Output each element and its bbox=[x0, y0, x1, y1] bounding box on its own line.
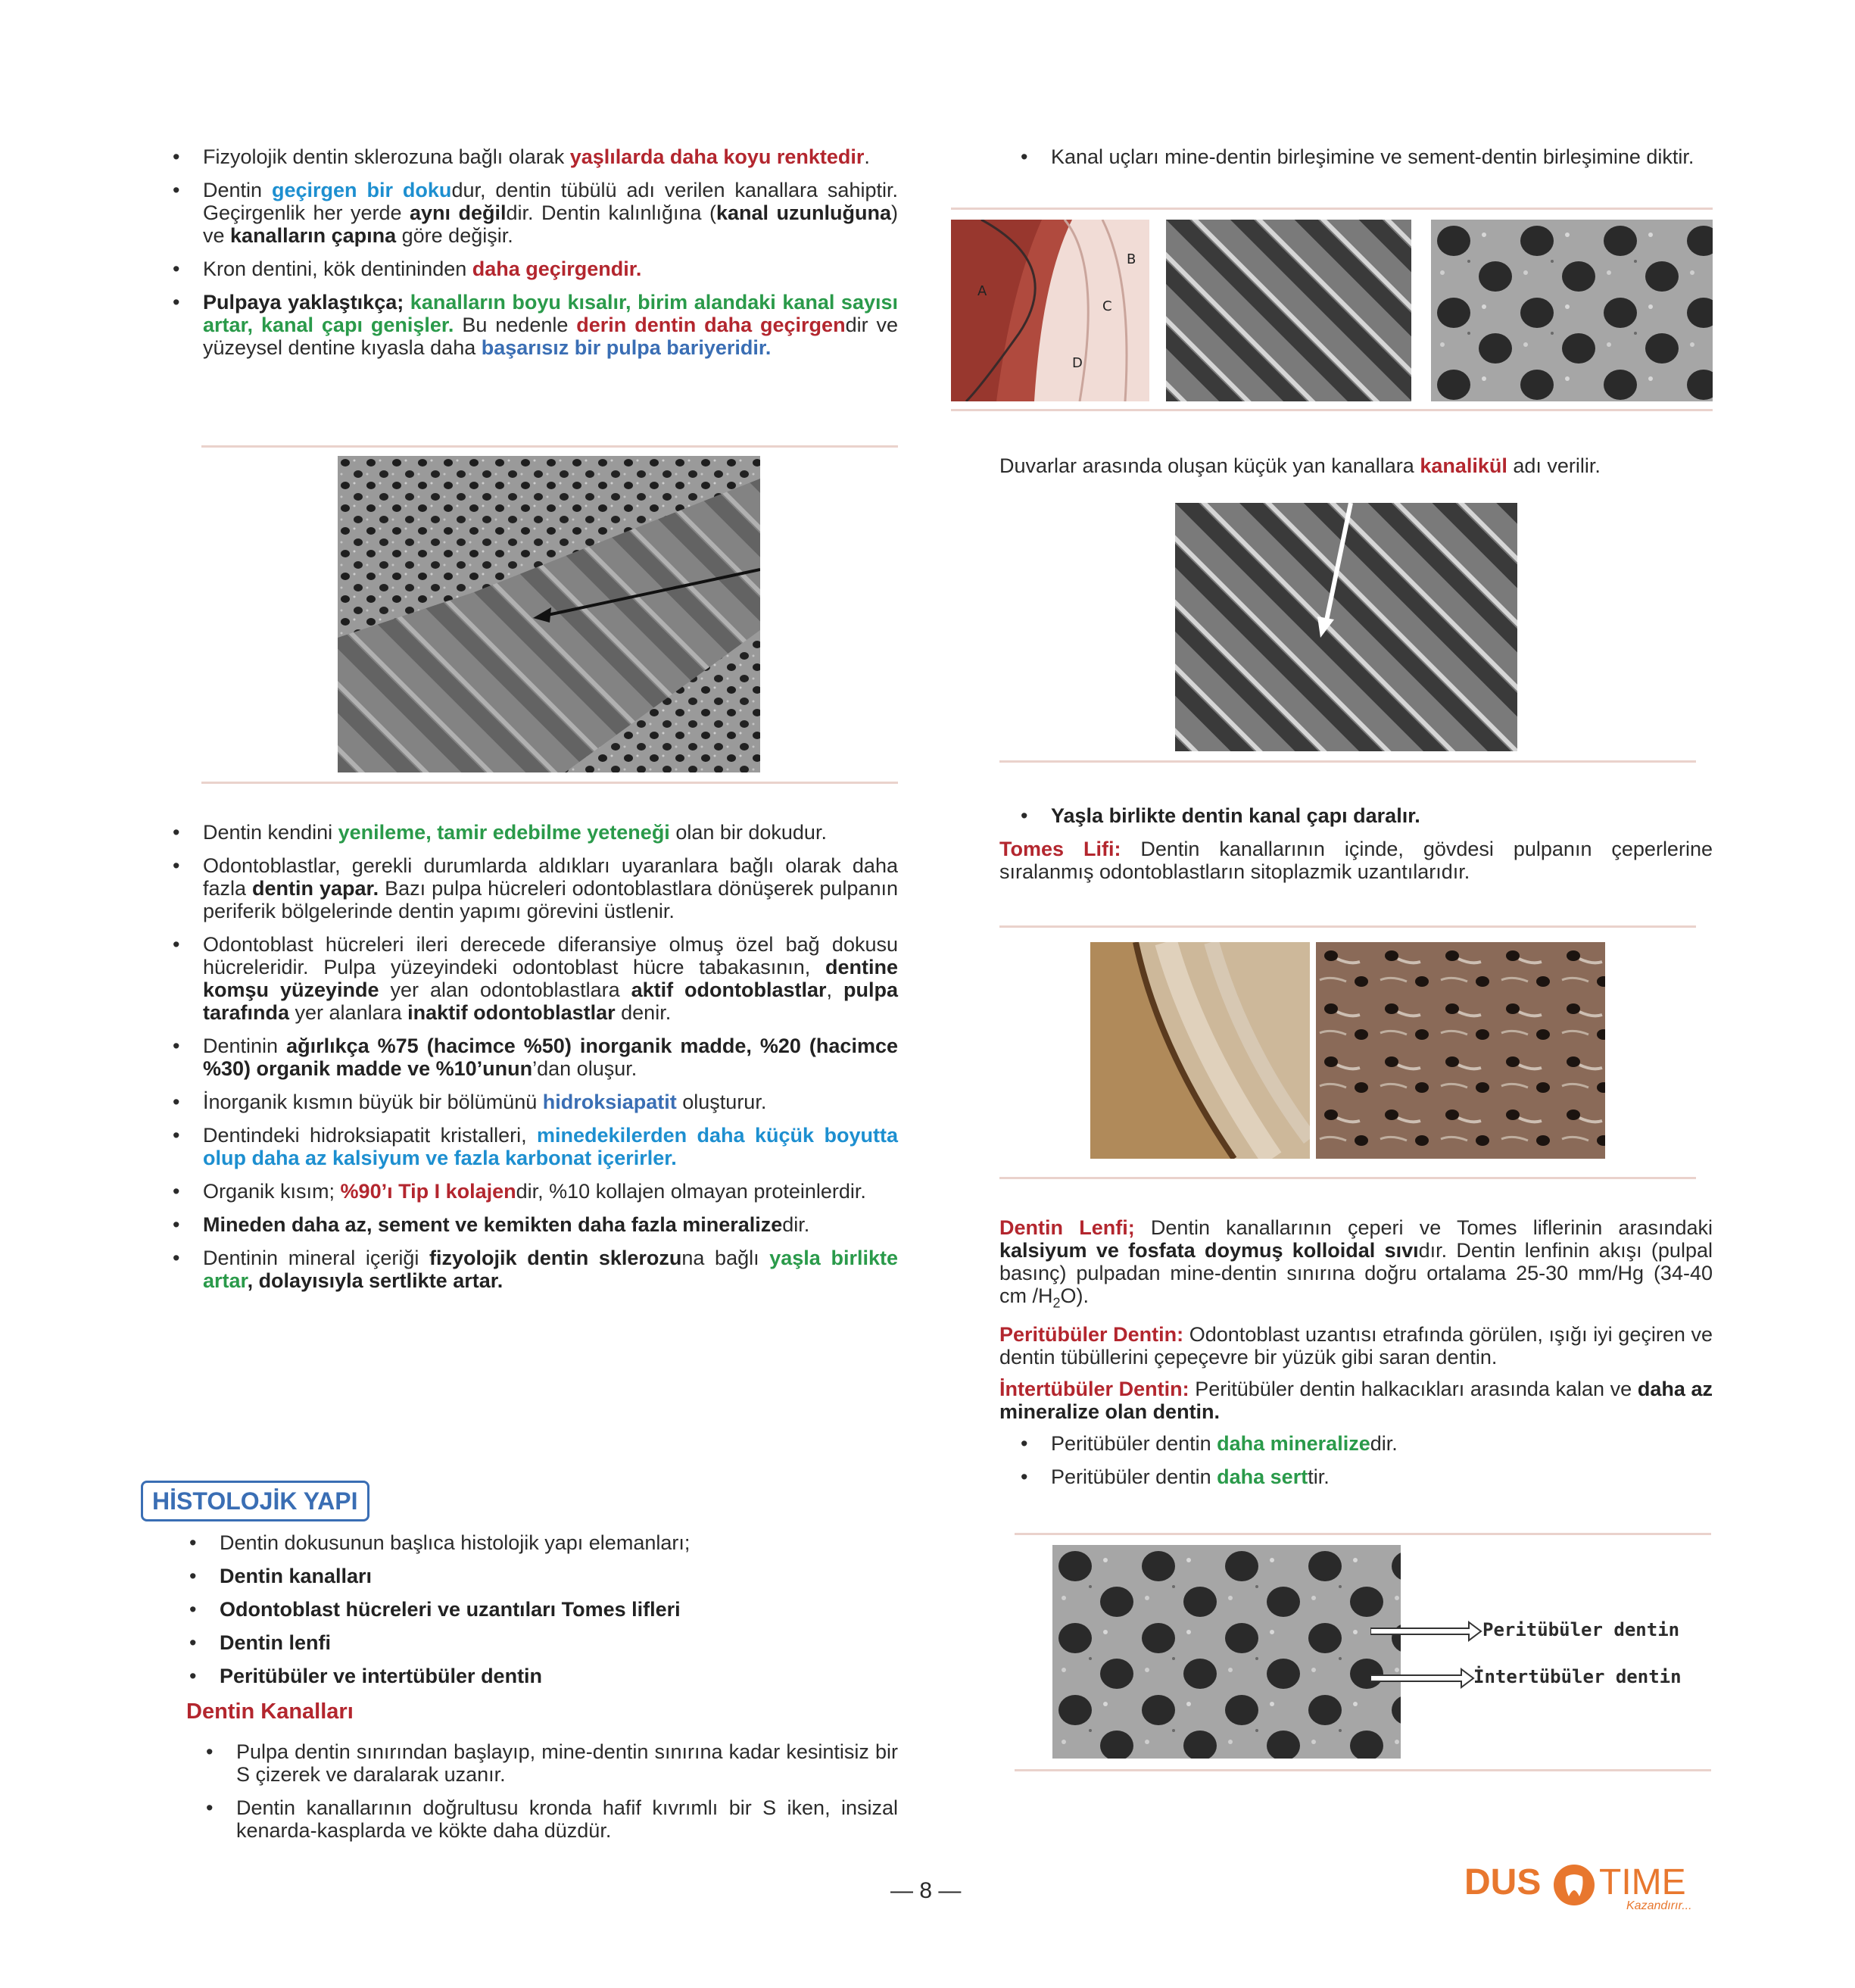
kanal-list bbox=[204, 1740, 898, 1852]
figure-label-c: C bbox=[1102, 298, 1112, 314]
list-item: • Fizyolojik dentin sklerozuna bağlı olarak yaşlılarda daha koyu renktedir. bbox=[171, 145, 898, 168]
sem-tubules-figure bbox=[338, 456, 760, 772]
list-item: • Pulpa dentin sınırından başlayıp, mine-dentin sınırına kadar kesintisiz bir S çizerek ve daralarak uzanır. bbox=[204, 1740, 898, 1786]
list-item: • Odontoblastlar, gerekli durumlarda aldıkları uyaranlara bağlı olarak daha fazla dentin yapar. Bazı pulpa hücreleri odontoblastlara dönüşerek pulpanın periferik bölgelerinde dentin yapımı görevini üstlenir. bbox=[171, 854, 898, 922]
list-item: • Kron dentini, kök dentininden daha geçirgendir. bbox=[171, 257, 898, 280]
divider bbox=[999, 760, 1696, 763]
peritubuler-figure bbox=[1052, 1545, 1401, 1759]
dentin-lenfi-definition: Dentin Lenfi; Dentin kanallarının çeperi ve Tomes liflerinin arasındaki kalsiyum ve fosfata doymuş kolloidal sıvıdır. Dentin lenfinin akışı (pulpal basınç) pulpadan mine-dentin sınırına doğru ortalama 25-30 mm/Hg (34-40 cm $/H_2O$). bbox=[999, 1216, 1713, 1311]
list-item: • Peritübüler dentin daha mineralizedir. bbox=[1019, 1432, 1713, 1455]
right-column-top bbox=[1019, 145, 1713, 179]
left-column-lower bbox=[171, 821, 898, 1303]
label-intertubuler: İntertübüler dentin bbox=[1473, 1666, 1682, 1687]
right-column-mid bbox=[999, 804, 1713, 892]
histology-list bbox=[188, 1531, 899, 1698]
figure-label-b: B bbox=[1127, 251, 1136, 267]
sem-cross-section-figure bbox=[1431, 220, 1713, 401]
list-item: • Organik kısım; %90’ı Tip I kolajendir, %10 kollajen olmayan proteinlerdir. bbox=[171, 1180, 898, 1203]
list-item: • Kanal uçları mine-dentin birleşimine ve sement-dentin birleşimine diktir. bbox=[1019, 145, 1713, 168]
sem-channels-figure bbox=[1166, 220, 1411, 401]
subheading-dentin-kanallari: Dentin Kanalları bbox=[186, 1699, 354, 1724]
tomes-fiber-figure bbox=[1316, 942, 1605, 1159]
logo bbox=[1464, 1862, 1714, 1915]
left-column bbox=[171, 145, 898, 370]
page-number: — 8 — bbox=[890, 1878, 962, 1903]
peritubuler-definition: Peritübüler Dentin: Odontoblast uzantısı etrafında görülen, ışığı iyi geçiren ve dentin tübüllerini çepeçevre bir yüzük gibi saran dentin. bbox=[999, 1323, 1713, 1369]
tomes-definition: Tomes Lifi: Dentin kanallarının içinde, gövdesi pulpanın çeperlerine sıralanmış odontoblastların sitoplazmik uzantılarıdır. bbox=[999, 838, 1713, 883]
figure-label-d: D bbox=[1072, 355, 1083, 371]
odontoblast-figure bbox=[1090, 942, 1310, 1159]
list-item: • Dentin kendini yenileme, tamir edebilme yeteneği olan bir dokudur. bbox=[171, 821, 898, 844]
tooth-section-figure bbox=[951, 220, 1149, 401]
list-item: • Odontoblast hücreleri ileri derecede diferansiye olmuş özel bağ dokusu hücreleridir. Pulpa yüzeyindeki odontoblast hücre tabakasının, dentine komşu yüzeyinde yer alan odontoblastlara aktif odontoblastlar, pulpa tarafında yer alanlara inaktif odontoblastlar denir. bbox=[171, 933, 898, 1024]
list-item: • Dentin kanalları bbox=[188, 1565, 899, 1587]
list-item: • Dentin dokusunun başlıca histolojik yapı elemanları; bbox=[188, 1531, 899, 1554]
list-item: • Dentinin ağırlıkça %75 (hacimce %50) inorganik madde, %20 (hacimce %30) organik madde ve %10’unun’dan oluşur. bbox=[171, 1035, 898, 1080]
divider bbox=[951, 409, 1713, 411]
tooth-icon bbox=[1554, 1865, 1595, 1905]
logo-text-dus: DUS bbox=[1464, 1862, 1542, 1902]
figure-label-a: A bbox=[977, 283, 987, 299]
list-item: • Dentin lenfi bbox=[188, 1631, 899, 1654]
section-title-histolojik: HİSTOLOJİK YAPI bbox=[141, 1481, 369, 1521]
list-item: • Pulpaya yaklaştıkça; kanalların boyu kısalır, birim alandaki kanal sayısı artar, kanal çapı genişler. Bu nedenle derin dentin daha geçirgendir ve yüzeysel dentine kıyasla daha başarısız bir pulpa bariyeridir. bbox=[171, 291, 898, 359]
kanalikul-figure bbox=[1175, 503, 1517, 751]
list-item: • Odontoblast hücreleri ve uzantıları Tomes lifleri bbox=[188, 1598, 899, 1621]
divider bbox=[201, 445, 898, 448]
list-item: • Peritübüler dentin daha serttir. bbox=[1019, 1465, 1713, 1488]
list-item: • Dentin kanallarının doğrultusu kronda hafif kıvrımlı bir S iken, insizal kenarda-kasplarda ve kökte daha düzdür. bbox=[204, 1796, 898, 1842]
logo-tagline: Kazandırır... bbox=[1626, 1899, 1692, 1912]
label-peritubuler: Peritübüler dentin bbox=[1482, 1619, 1680, 1640]
intertubuler-definition: İntertübüler Dentin: Peritübüler dentin halkacıkları arasında kalan ve daha az mineralize olan dentin. bbox=[999, 1378, 1713, 1424]
divider bbox=[201, 782, 898, 784]
divider bbox=[999, 925, 1696, 928]
divider bbox=[1015, 1769, 1711, 1771]
list-item: • Dentin geçirgen bir dokudur, dentin tübülü adı verilen kanallara sahiptir. Geçirgenlik her yerde aynı değildir. Dentin kalınlığına (kanal uzunluğuna) ve kanalların çapına göre değişir. bbox=[171, 179, 898, 247]
list-item: • Yaşla birlikte dentin kanal çapı daralır. bbox=[1019, 804, 1713, 827]
list-item: • İnorganik kısmın büyük bir bölümünü hidroksiapatit oluşturur. bbox=[171, 1091, 898, 1113]
logo-text-time: TIME bbox=[1599, 1862, 1686, 1902]
divider bbox=[1015, 1533, 1711, 1535]
kanalikul-text: Duvarlar arasında oluşan küçük yan kanallara kanalikül adı verilir. bbox=[999, 454, 1601, 477]
list-item: • Dentinin mineral içeriği fizyolojik dentin sklerozuna bağlı yaşla birlikte artar, dolayısıyla sertlikte artar. bbox=[171, 1247, 898, 1292]
list-item: • Peritübüler ve intertübüler dentin bbox=[188, 1665, 899, 1687]
divider bbox=[999, 1177, 1696, 1179]
divider bbox=[951, 208, 1713, 210]
right-column-lower bbox=[999, 1216, 1713, 1499]
list-item: • Mineden daha az, sement ve kemikten daha fazla mineralizedir. bbox=[171, 1213, 898, 1236]
list-item: • Dentindeki hidroksiapatit kristalleri, minedekilerden daha küçük boyutta olup daha az kalsiyum ve fazla karbonat içerirler. bbox=[171, 1124, 898, 1169]
